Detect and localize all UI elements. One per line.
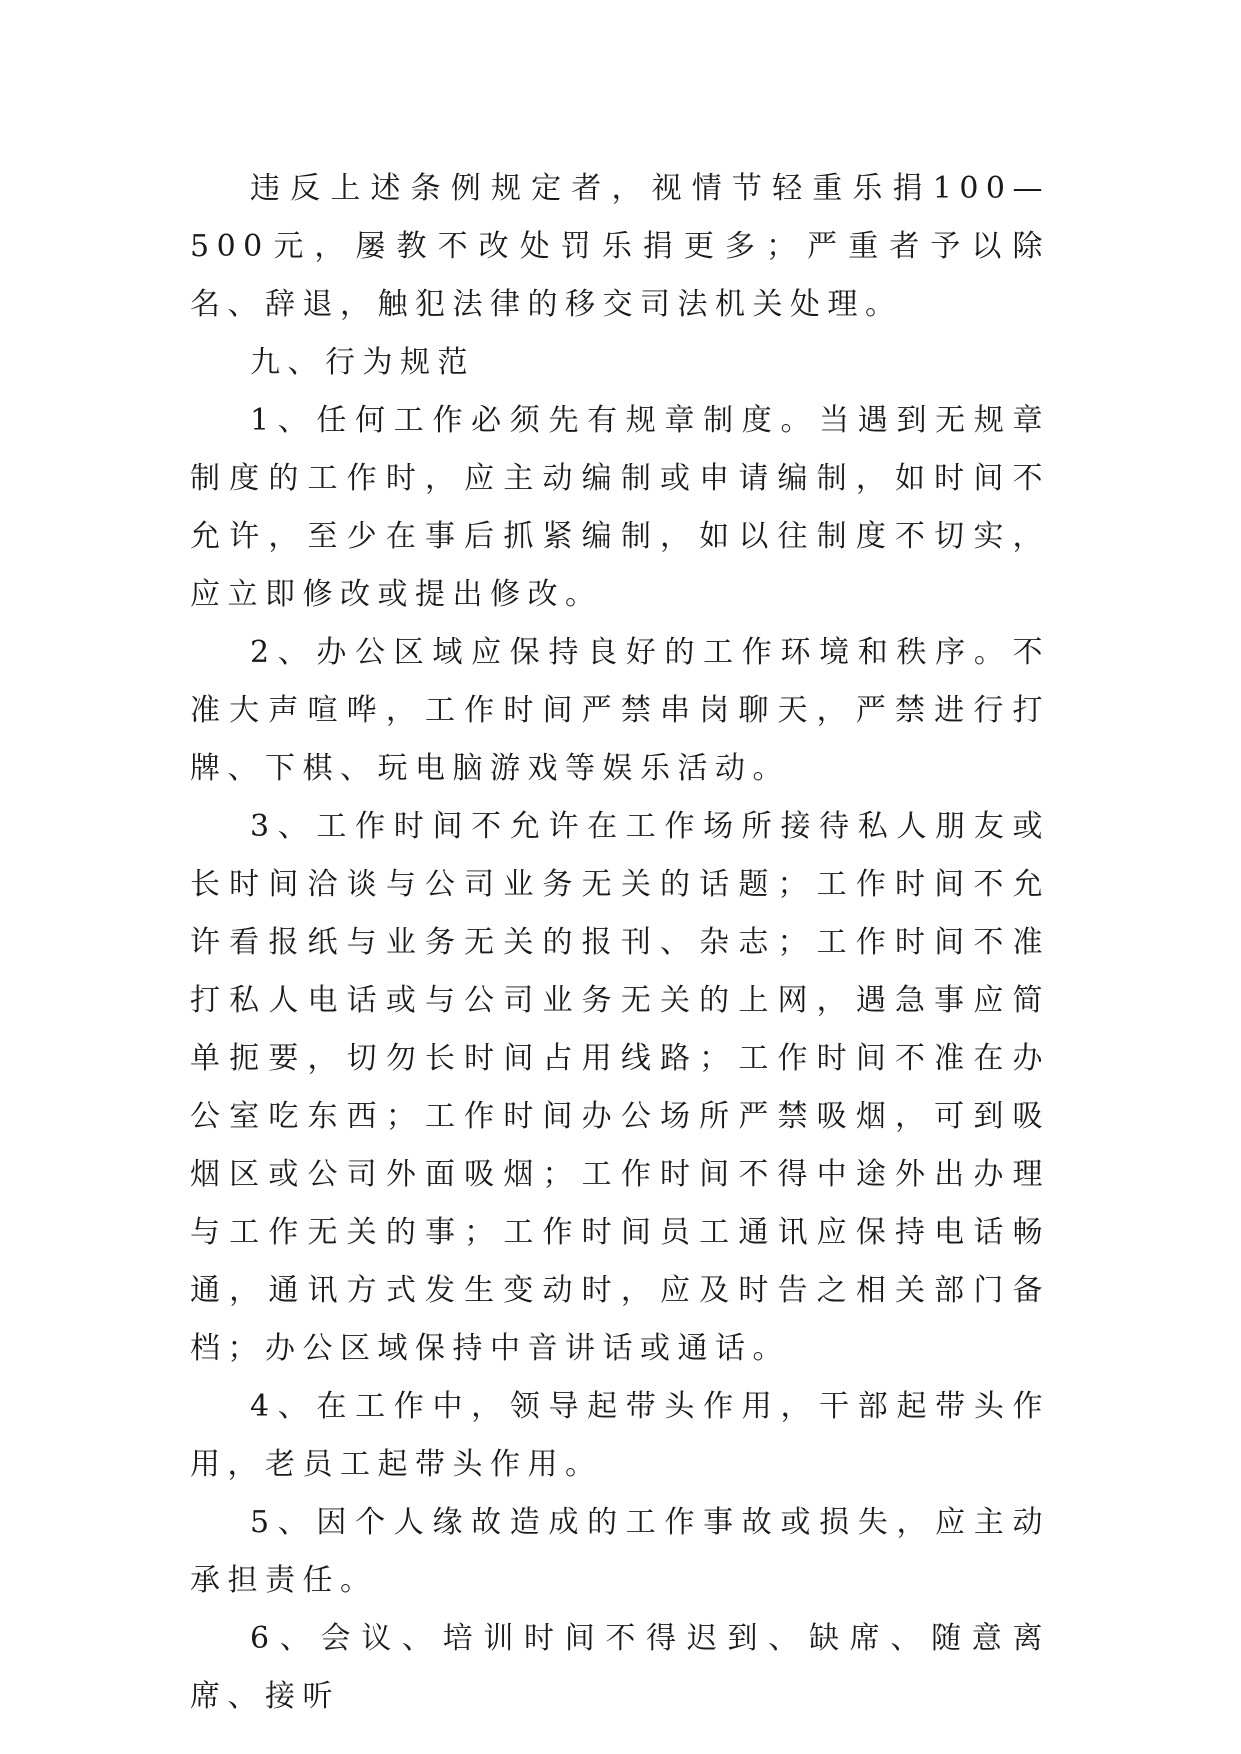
paragraph-rule-3: 3、工作时间不允许在工作场所接待私人朋友或长时间洽谈与公司业务无关的话题；工作时间不允许看报纸与业务无关的报刊、杂志；工作时间不准打私人电话或与公司业务无关的上网，遇急事应简单扼要，切勿长时间占用线路；工作时间不准在办公室吃东西；工作时间办公场所严禁吸烟，可到吸烟区或公司外面吸烟；工作时间不得中途外出办理与工作无关的事；工作时间员工通讯应保持电话畅通，通讯方式发生变动时，应及时告之相关部门备档；办公区域保持中音讲话或通话。 <box>190 809 1050 1366</box>
paragraph-rule-5: 5、因个人缘故造成的工作事故或损失，应主动承担责任。 <box>190 1505 1050 1598</box>
paragraph-rule-4: 4、在工作中，领导起带头作用，干部起带头作用，老员工起带头作用。 <box>190 1389 1050 1482</box>
paragraph-rule-6: 6、会议、培训时间不得迟到、缺席、随意离席、接听 <box>190 1621 1050 1714</box>
paragraph-rule-2: 2、办公区域应保持良好的工作环境和秩序。不准大声喧哗，工作时间严禁串岗聊天，严禁进行打牌、下棋、玩电脑游戏等娱乐活动。 <box>190 635 1050 786</box>
paragraph-rule-1: 1、任何工作必须先有规章制度。当遇到无规章制度的工作时，应主动编制或申请编制，如时间不允许，至少在事后抓紧编制，如以往制度不切实，应立即修改或提出修改。 <box>190 403 1050 612</box>
section-heading-conduct: 九、行为规范 <box>250 345 475 380</box>
paragraph-penalty: 违反上述条例规定者，视情节轻重乐捐100—500元，屡教不改处罚乐捐更多；严重者予以除名、辞退，触犯法律的移交司法机关处理。 <box>190 171 1050 322</box>
document-body <box>190 160 1050 1726</box>
